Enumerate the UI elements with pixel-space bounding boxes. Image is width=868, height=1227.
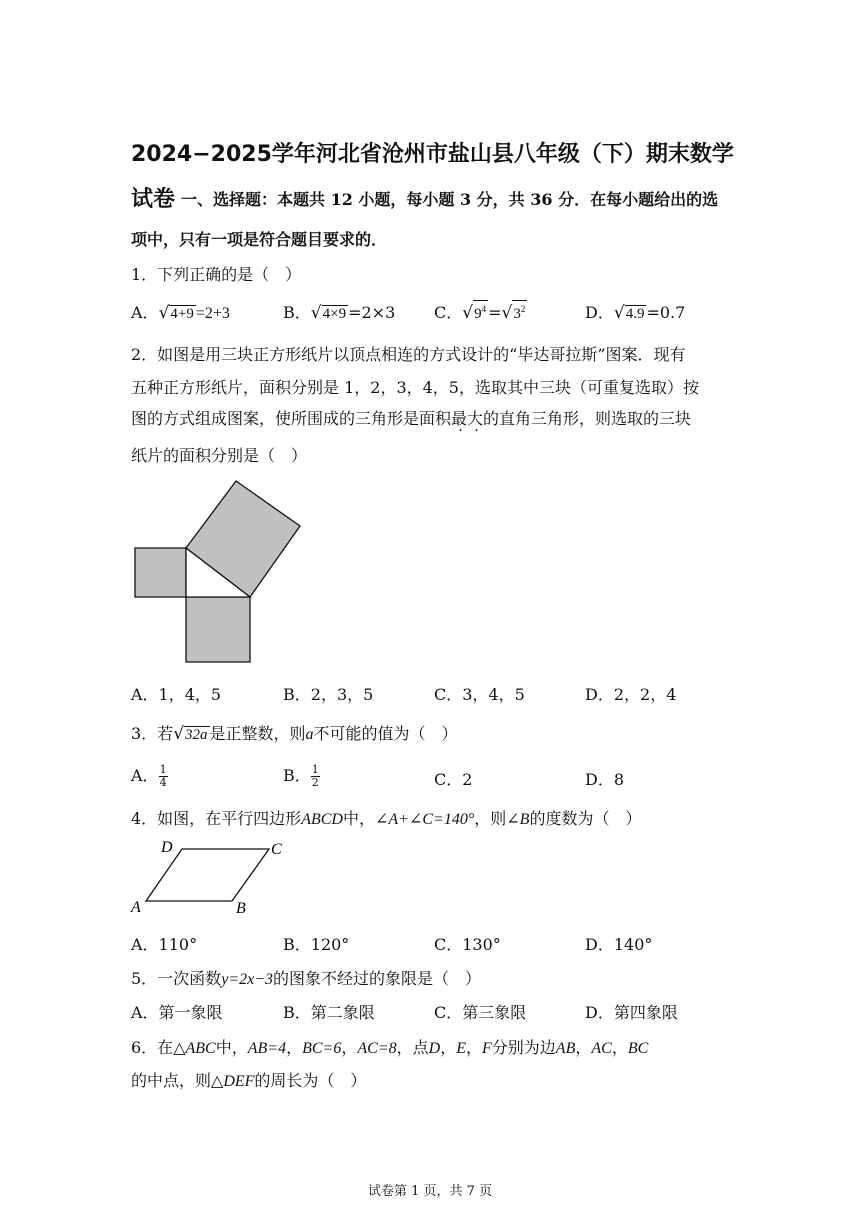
question-2-line1: 2．如图是用三块正方形纸片以顶点相连的方式设计的“毕达哥拉斯”图案．现有 — [131, 345, 686, 364]
question-5-stem: 5．一次函数y=2x−3的图象不经过的象限是（ ） — [131, 969, 481, 988]
question-6-line2: 的中点，则△DEF的周长为（ ） — [131, 1071, 367, 1090]
q2-option-c: C．3，4，5 — [434, 685, 525, 704]
page-title: 2024−2025学年河北省沧州市盐山县八年级（下）期末数学 — [131, 142, 734, 167]
q3-option-a: A． $\frac{1}{4}$ — [131, 763, 167, 789]
question-3-stem: 3．若√32a 是正整数，则a不可能的值为（ ） — [131, 724, 458, 744]
bottom-square — [186, 597, 250, 662]
q1-a-radicand: 4+9 — [170, 306, 194, 322]
q3-option-d: D．8 — [585, 770, 625, 789]
q4-option-d: D．140° — [585, 935, 653, 954]
parallelogram — [146, 849, 269, 901]
question-6-line1: 6．在△ABC中，AB=4，BC=6，AC=8，点D，E，F分别为边AB，AC，BC — [131, 1038, 649, 1057]
small-square — [135, 548, 186, 597]
section-heading: 一、选择题：本题共 12 小题，每小题 3 分，共 36 分．在每小题给出的选 — [181, 190, 719, 209]
label-D: D — [161, 839, 173, 856]
q5-option-c: C．第三象限 — [434, 1003, 527, 1022]
question-4-stem: 4．如图，在平行四边形ABCD中，∠A+∠C=140°，则∠B的度数为（ ） — [131, 809, 642, 828]
q2-option-d: D．2，2，4 — [585, 685, 677, 704]
q3-option-c: C．2 — [434, 770, 473, 789]
page-title-cont: 试卷 — [131, 187, 176, 212]
q5-option-d: D．第四象限 — [585, 1003, 678, 1022]
q2-option-b: B．2，3，5 — [283, 685, 374, 704]
pythagoras-figure — [130, 478, 310, 668]
q4-option-a: A．110° — [131, 935, 198, 954]
q1-option-c: C．$√9^4 =√3^2$ — [434, 300, 527, 323]
page-footer: 试卷第 1 页，共 7 页 — [368, 1184, 493, 1199]
label-B: B — [236, 900, 246, 917]
question-2-line2: 五种正方形纸片，面积分别是 1，2，3，4，5，选取其中三块（可重复选取）按 — [131, 378, 699, 397]
q1-option-a: A．√4+9 =2+3 — [131, 303, 230, 323]
label-A: A — [131, 899, 141, 916]
section-heading-cont: 项中，只有一项是符合题目要求的． — [131, 230, 388, 249]
q5-option-b: B．第二象限 — [283, 1003, 375, 1022]
q2-option-a: A．1，4，5 — [131, 685, 222, 704]
parallelogram-figure — [128, 835, 298, 920]
label-C: C — [271, 841, 282, 858]
question-1-stem: 1．下列正确的是（ ） — [131, 265, 302, 284]
q1-option-b: B．√4×9 =2×3 — [283, 303, 396, 323]
q3-option-b: B． $\frac{1}{2}$ — [283, 763, 319, 789]
q5-option-a: A．第一象限 — [131, 1003, 223, 1022]
question-2-line3: 图的方式组成图案，使所围成的三角形是面积最大的直角三角形，则选取的三块 — [131, 409, 692, 428]
q4-option-b: B．120° — [283, 935, 350, 954]
q4-option-c: C．130° — [434, 935, 501, 954]
q1-option-d: D．√4.9 =0.7 — [585, 303, 686, 323]
question-2-line4: 纸片的面积分别是（ ） — [131, 446, 308, 465]
